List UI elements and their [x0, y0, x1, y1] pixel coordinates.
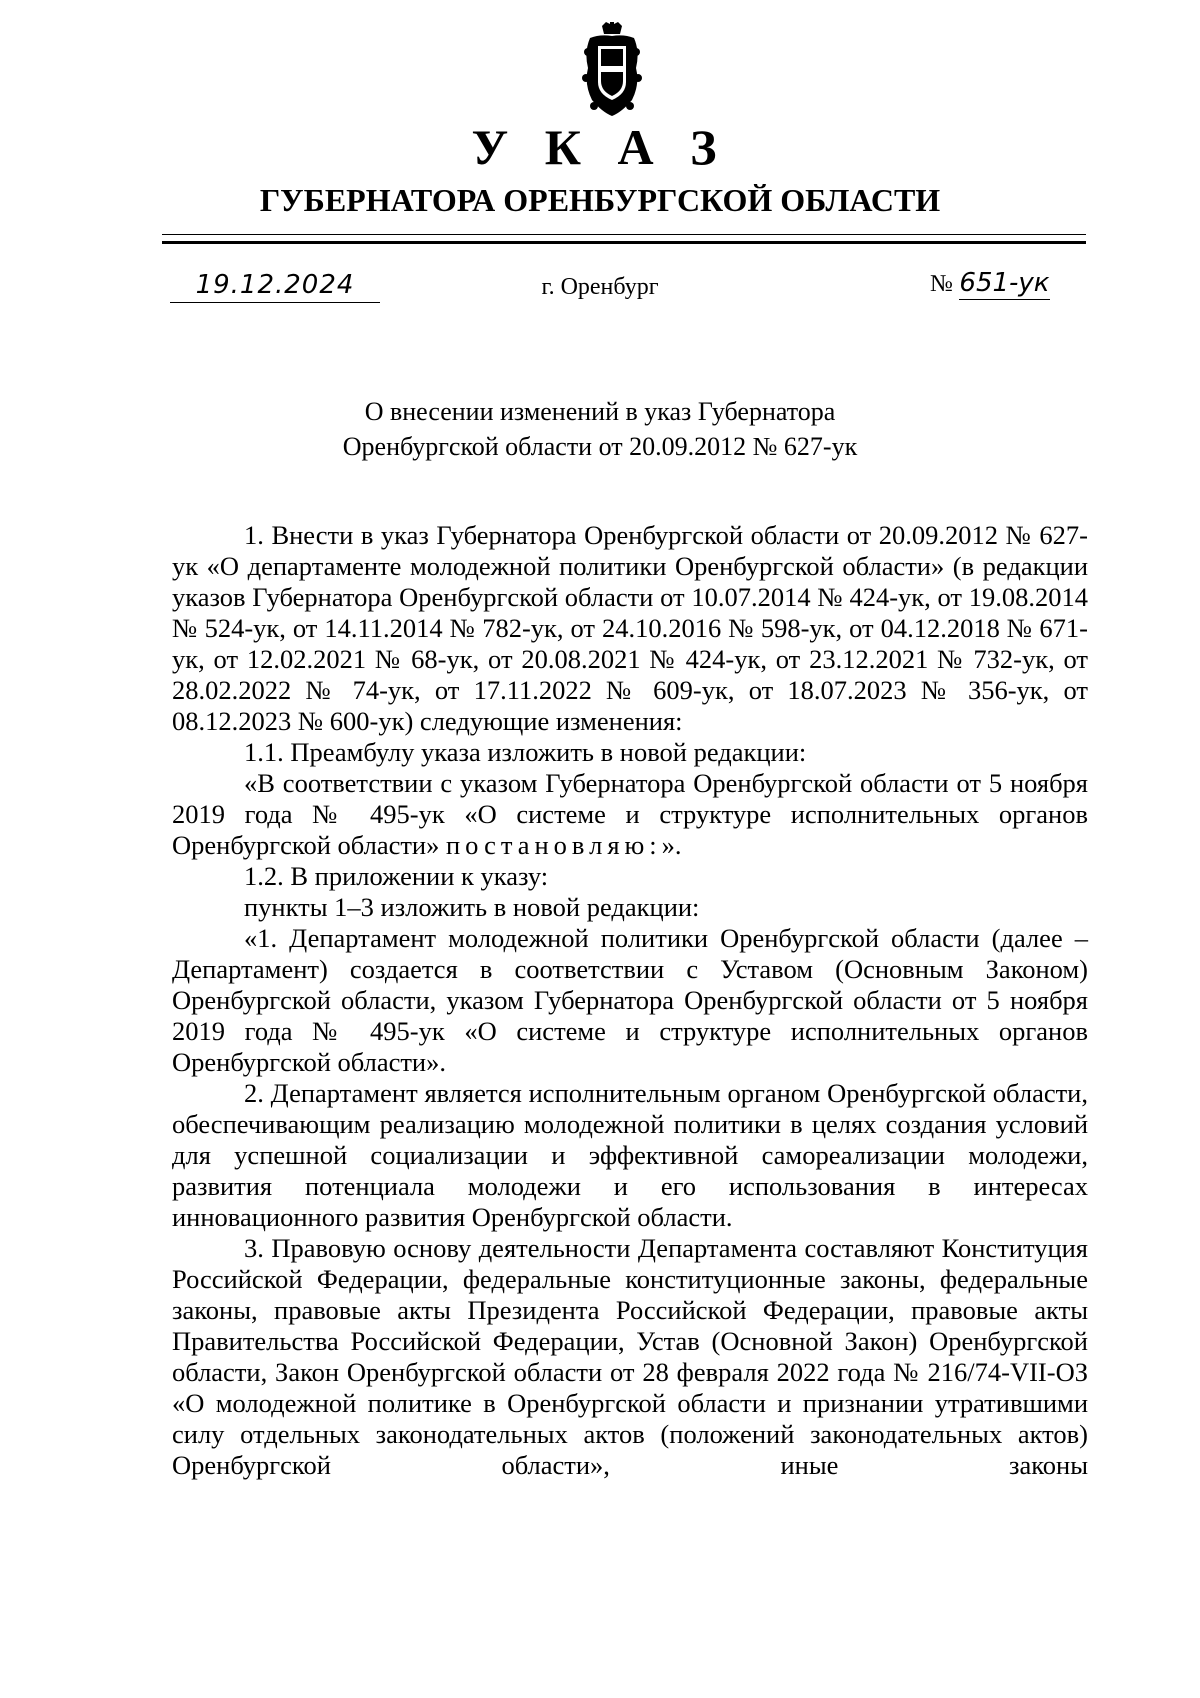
- paragraph-preamble: [172, 768, 1088, 861]
- preamble-text: «В соответствии с указом Губернатора Оренбургской области от 5 ноября 2019 года № 495-ук «О системе и структуре исполнительных органов Оренбургской области»: [172, 768, 1088, 860]
- subject-line-2: Оренбургской области от 20.09.2012 № 627-ук: [342, 432, 858, 461]
- header-divider-thin: [162, 234, 1086, 235]
- paragraph-1-2: 1.2. В приложении к указу:: [244, 861, 549, 891]
- paragraph-point-3: 3. Правовую основу деятельности Департамента составляют Конституция Российской Федерации, федеральные конституционные законы, федеральные законы, правовые акты Президента Российской Федерации, правовые акты Правительства Российской Федерации, Устав (Основной Закон) Оренбургской области, Закон Оренбургской области от 28 февраля 2022 года № 216/74-VII-ОЗ «О молодежной политике в Оренбургской области и признании утратившими силу отдельных законодательных актов (положений законодательных актов) Оренбургской области», иные законы: [172, 1233, 1088, 1480]
- document-date: 19.12.2024: [170, 270, 380, 303]
- document-type-title: У К А З: [471, 119, 729, 175]
- document-body: [172, 520, 1088, 1481]
- paragraph-1-1: 1.1. Преамбулу указа изложить в новой редакции:: [244, 737, 807, 767]
- number-value: 651-ук: [959, 268, 1050, 298]
- number-sign: №: [930, 271, 953, 297]
- header-divider-thick: [162, 241, 1086, 244]
- coat-of-arms-icon: [580, 22, 644, 118]
- issuer-title: ГУБЕРНАТОРА ОРЕНБУРГСКОЙ ОБЛАСТИ: [259, 182, 941, 218]
- document-number: [930, 268, 1050, 298]
- paragraph-points: пункты 1–3 изложить в новой редакции:: [244, 892, 700, 922]
- paragraph-point-2: 2. Департамент является исполнительным органом Оренбургской области, обеспечивающим реализацию молодежной политики в целях создания условий для успешной социализации и эффективной самореализации молодежи, развития потенциала молодежи и его использования в интересах инновационного развития Оренбургской области.: [172, 1078, 1088, 1232]
- document-subject: [0, 394, 1200, 464]
- paragraph-1: 1. Внести в указ Губернатора Оренбургской области от 20.09.2012 № 627-ук «О департаменте молодежной политики Оренбургской области» (в редакции указов Губернатора Оренбургской области от 10.07.2014 № 424-ук, от 19.08.2014 № 524-ук, от 14.11.2014 № 782-ук, от 24.10.2016 № 598-ук, от 04.12.2018 № 671-ук, от 12.02.2021 № 68-ук, от 20.08.2021 № 424-ук, от 23.12.2021 № 732-ук, от 28.02.2022 № 74-ук, от 17.11.2022 № 609-ук, от 18.07.2023 № 356-ук, от 08.12.2023 № 600-ук) следующие изменения:: [172, 520, 1088, 736]
- preamble-end: ».: [661, 830, 682, 860]
- paragraph-point-1: «1. Департамент молодежной политики Оренбургской области (далее – Департамент) создается в соответствии с Уставом (Основным Законом) Оренбургской области, указом Губернатора Оренбургской области от 5 ноября 2019 года № 495-ук «О системе и структуре исполнительных органов Оренбургской области».: [172, 923, 1088, 1077]
- subject-line-1: О внесении изменений в указ Губернатора: [364, 397, 836, 426]
- document-city: г. Оренбург: [541, 274, 659, 300]
- preamble-decree-word: постановляю:: [445, 830, 662, 860]
